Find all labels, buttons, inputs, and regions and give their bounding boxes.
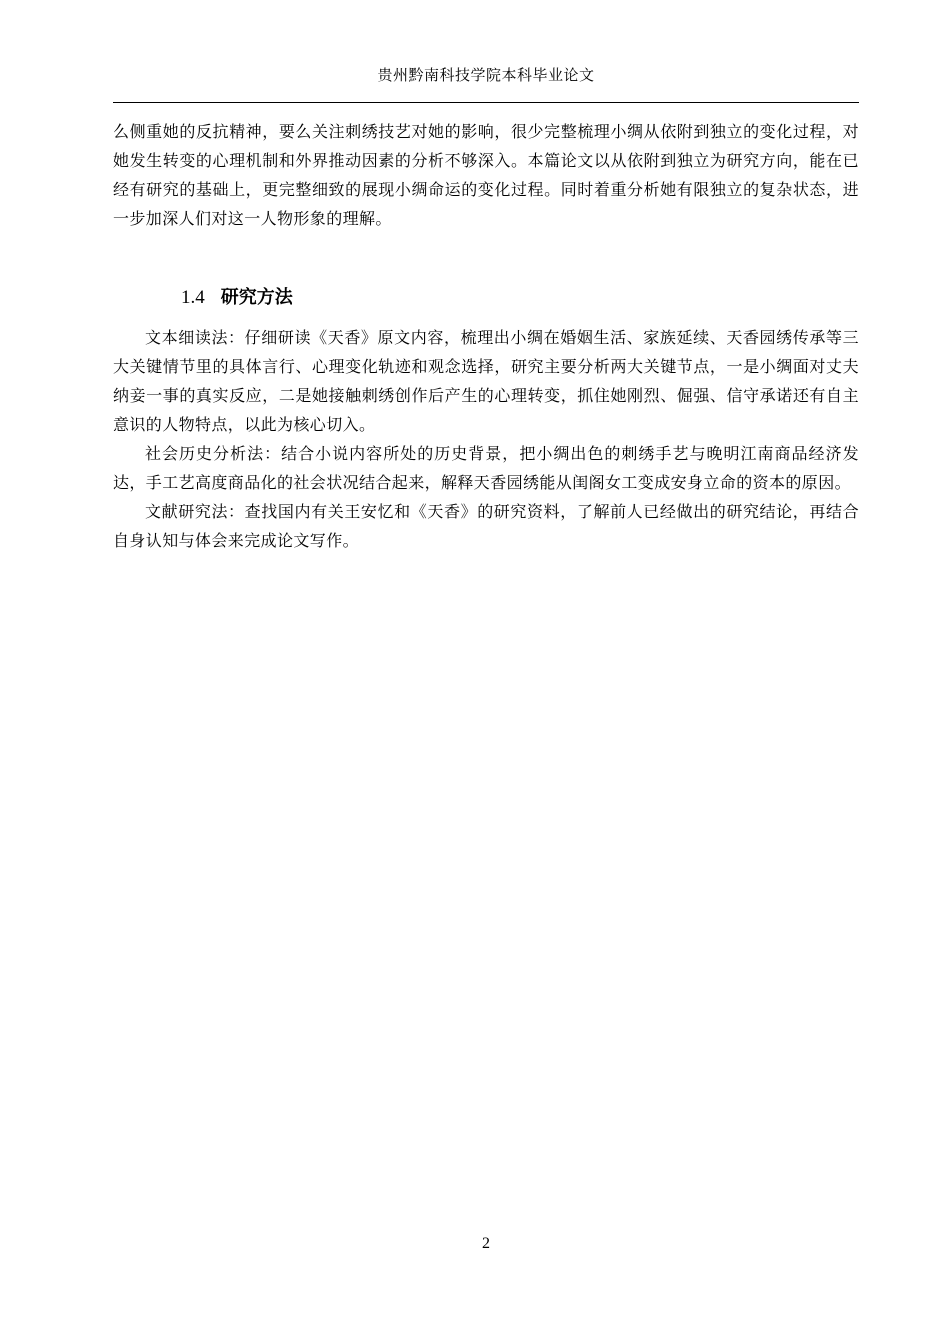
page-number: 2 (482, 1235, 490, 1252)
research-methods-text (113, 323, 859, 555)
continued-section-text (113, 117, 859, 233)
method-paragraph-literature: 文献研究法：查找国内有关王安忆和《天香》的研究资料，了解前人已经做出的研究结论，再结合自身认知与体会来完成论文写作。 (113, 502, 859, 550)
body-paragraph: 么侧重她的反抗精神，要么关注刺绣技艺对她的影响，很少完整梳理小绸从依附到独立的变化过程，对她发生转变的心理机制和外界推动因素的分析不够深入。本篇论文以从依附到独立为研究方向，能在已经有研究的基础上，更完整细致的展现小绸命运的变化过程。同时着重分析她有限独立的复杂状态，进一步加深人们对这一人物形象的理解。 (113, 122, 859, 228)
section-number: 1.4 (181, 287, 205, 308)
section-title: 研究方法 (220, 287, 293, 308)
running-header: 贵州黔南科技学院本科毕业论文 (377, 66, 595, 84)
section-heading (181, 284, 293, 311)
method-paragraph-social-history: 社会历史分析法：结合小说内容所处的历史背景，把小绸出色的刺绣手艺与晚明江南商品经济发达，手工艺高度商品化的社会状况结合起来，解释天香园绣能从闺阁女工变成安身立命的资本的原因。 (113, 444, 859, 492)
method-paragraph-close-reading: 文本细读法：仔细研读《天香》原文内容，梳理出小绸在婚姻生活、家族延续、天香园绣传承等三大关键情节里的具体言行、心理变化轨迹和观念选择，研究主要分析两大关键节点，一是小绸面对丈夫纳妾一事的真实反应，二是她接触刺绣创作后产生的心理转变，抓住她刚烈、倔强、信守承诺还有自主意识的人物特点，以此为核心切入。 (113, 328, 859, 434)
header-divider (113, 102, 859, 103)
